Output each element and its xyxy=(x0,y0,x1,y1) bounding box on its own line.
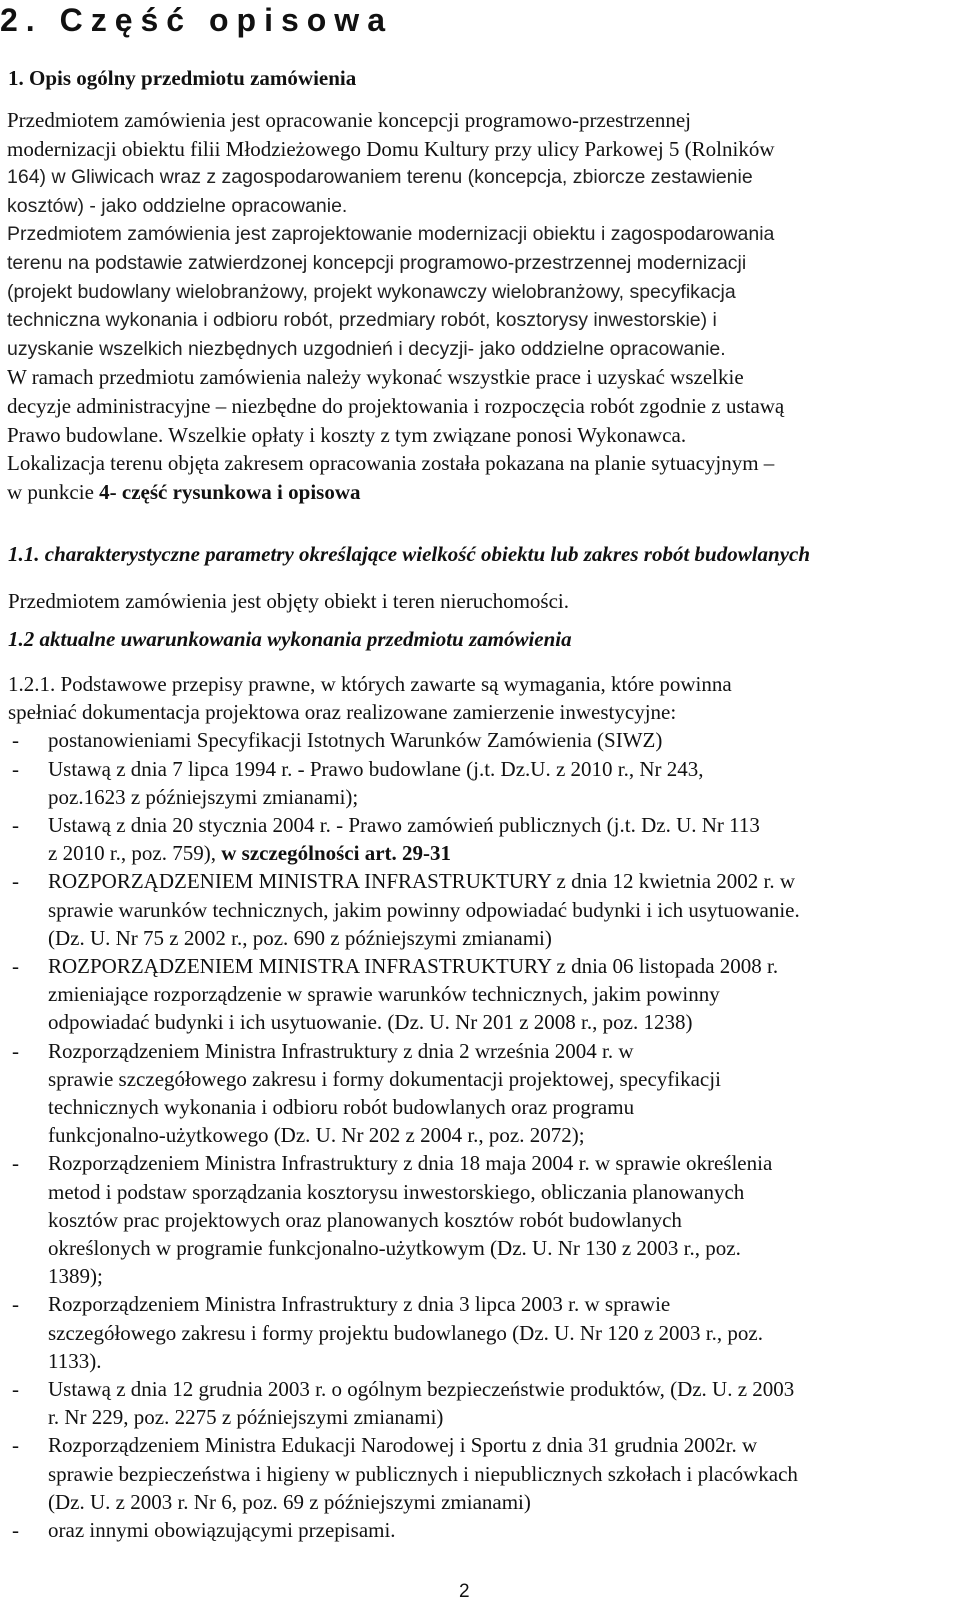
text-line: określonych w programie funkcjonalno-użytkowym (Dz. U. Nr 130 z 2003 r., poz. xyxy=(48,1236,741,1261)
section-title: 1. Opis ogólny przedmiotu zamówienia xyxy=(8,66,357,90)
text-line xyxy=(7,478,923,507)
list-item xyxy=(8,952,928,1037)
text-line: Rozporządzeniem Ministra Edukacji Narodowej i Sportu z dnia 31 grudnia 2002r. w xyxy=(48,1433,758,1458)
text-line: sprawie warunków technicznych, jakim powinny odpowiadać budynki i ich usytuowanie. xyxy=(48,897,800,922)
text-line: funkcjonalno-użytkowego (Dz. U. Nr 202 z 2004 r., poz. 2072); xyxy=(48,1123,585,1148)
text-line: Ustawą z dnia 12 grudnia 2003 r. o ogólnym bezpieczeństwie produktów, (Dz. U. z 2003 xyxy=(48,1377,795,1402)
list-item xyxy=(8,811,928,867)
legal-acts-list xyxy=(8,726,928,1544)
list-item xyxy=(8,1037,928,1150)
bold-reference: w szczególności art. 29-31 xyxy=(221,841,452,866)
dash-bullet: - xyxy=(12,813,19,838)
text-line: 1133). xyxy=(48,1348,102,1373)
list-item xyxy=(8,867,928,952)
text-line: (Dz. U. Nr 75 z 2002 r., poz. 690 z późniejszymi zmianami) xyxy=(48,925,552,950)
list-item xyxy=(8,1516,928,1544)
text-line: ROZPORZĄDZENIEM MINISTRA INFRASTRUKTURY z dnia 12 kwietnia 2002 r. w xyxy=(48,869,796,894)
text-line: oraz innymi obowiązującymi przepisami. xyxy=(48,1518,396,1543)
text-line: ROZPORZĄDZENIEM MINISTRA INFRASTRUKTURY z dnia 06 listopada 2008 r. xyxy=(48,954,779,979)
page-number: 2 xyxy=(459,1581,470,1602)
text-line: kosztów) - jako oddzielne opracowanie. xyxy=(7,194,348,217)
text-line: sprawie szczegółowego zakresu i formy dokumentacji projektowej, specyfikacji xyxy=(48,1066,721,1091)
legal-basis-list-block xyxy=(8,670,928,1544)
text-line: zmieniające rozporządzenie w sprawie warunków technicznych, jakim powinny xyxy=(48,982,720,1007)
text-line: Ustawą z dnia 20 stycznia 2004 r. - Prawo zamówień publicznych (j.t. Dz. U. Nr 113 xyxy=(48,813,760,838)
chapter-title: 2. Część opisowa xyxy=(0,2,393,38)
text-line: 164) w Gliwicach wraz z zagospodarowaniem terenu (koncepcja, zbiorcze zestawienie xyxy=(7,166,753,189)
text-line: postanowieniami Specyfikacji Istotnych Warunków Zamówienia (SIWZ) xyxy=(48,728,663,753)
dash-bullet: - xyxy=(12,728,19,753)
list-item xyxy=(8,1431,928,1516)
text-line: uzyskanie wszelkich niezbędnych uzgodnień i decyzji- jako oddzielne opracowanie. xyxy=(7,337,726,360)
dash-bullet: - xyxy=(12,756,19,781)
text-line: Rozporządzeniem Ministra Infrastruktury z dnia 3 lipca 2003 r. w sprawie xyxy=(48,1292,671,1317)
text-line: metod i podstaw sporządzania kosztorysu inwestorskiego, obliczania planowanych xyxy=(48,1179,745,1204)
dash-bullet: - xyxy=(12,869,19,894)
text-line: sprawie bezpieczeństwa i higieny w publicznych i niepublicznych szkołach i placówkach xyxy=(48,1461,798,1486)
dash-bullet: - xyxy=(12,1292,19,1317)
text-fragment: w punkcie xyxy=(7,479,100,504)
list-item xyxy=(8,1290,928,1375)
dash-bullet: - xyxy=(12,954,19,979)
list-item xyxy=(8,726,928,754)
text-line: Rozporządzeniem Ministra Infrastruktury z dnia 18 maja 2004 r. w sprawie określenia xyxy=(48,1151,773,1176)
text-line: modernizacji obiektu filii Młodzieżowego Domu Kultury przy ulicy Parkowej 5 (Rolników xyxy=(7,136,775,161)
text-line: Rozporządzeniem Ministra Infrastruktury z dnia 2 września 2004 r. w xyxy=(48,1038,634,1063)
text-line: techniczna wykonania i odbioru robót, przedmiary robót, kosztorysy inwestorskie) i xyxy=(7,309,717,332)
text-line: poz.1623 z późniejszymi zmianami); xyxy=(48,784,359,809)
text-line: spełniać dokumentacja projektowa oraz realizowane zamierzenie inwestycyjne: xyxy=(8,700,677,725)
text-line: Prawo budowlane. Wszelkie opłaty i koszty z tym związane ponosi Wykonawca. xyxy=(7,422,687,447)
text-line: Ustawą z dnia 7 lipca 1994 r. - Prawo budowlane (j.t. Dz.U. z 2010 r., Nr 243, xyxy=(48,756,704,781)
dash-bullet: - xyxy=(12,1377,19,1402)
text-line: szczegółowego zakresu i formy projektu budowlanego (Dz. U. Nr 120 z 2003 r., poz. xyxy=(48,1320,763,1345)
dash-bullet: - xyxy=(12,1518,19,1543)
text-line xyxy=(48,839,928,867)
text-line: kosztów prac projektowych oraz planowanych kosztów robót budowlanych xyxy=(48,1207,682,1232)
text-line: W ramach przedmiotu zamówienia należy wykonać wszystkie prace i uzyskać wszelkie xyxy=(7,365,744,390)
subsection-text: Przedmiotem zamówienia jest objęty obiekt i teren nieruchomości. xyxy=(8,589,570,613)
list-item xyxy=(8,755,928,811)
paragraph-scope-concept xyxy=(7,106,923,506)
text-line: technicznych wykonania i odbioru robót budowlanych oraz programu xyxy=(48,1095,635,1120)
text-line: (Dz. U. z 2003 r. Nr 6, poz. 69 z późniejszymi zmianami) xyxy=(48,1489,531,1514)
text-fragment: z 2010 r., poz. 759), xyxy=(48,841,222,866)
list-item xyxy=(8,1375,928,1431)
text-line: odpowiadać budynki i ich usytuowanie. (Dz. U. Nr 201 z 2008 r., poz. 1238) xyxy=(48,1010,693,1035)
text-line: Przedmiotem zamówienia jest opracowanie koncepcji programowo-przestrzennej xyxy=(7,108,691,132)
text-line: decyzje administracyjne – niezbędne do projektowania i rozpoczęcia robót zgodnie z ustawą xyxy=(7,393,785,418)
text-line: Lokalizacja terenu objęta zakresem opracowania została pokazana na planie sytuacyjnym – xyxy=(7,451,775,476)
list-item xyxy=(8,1149,928,1290)
dash-bullet: - xyxy=(12,1038,19,1063)
bold-reference: 4- część rysunkowa i opisowa xyxy=(99,479,361,504)
text-line: r. Nr 229, poz. 2275 z późniejszymi zmianami) xyxy=(48,1405,444,1430)
text-line: terenu na podstawie zatwierdzonej koncepcji programowo-przestrzennej modernizacji xyxy=(7,251,747,274)
dash-bullet: - xyxy=(12,1433,19,1458)
subsection-heading-1-1: 1.1. charakterystyczne parametry określające wielkość obiektu lub zakres robót budowlanych xyxy=(8,542,811,566)
text-line: Przedmiotem zamówienia jest zaprojektowanie modernizacji obiektu i zagospodarowania xyxy=(7,223,775,246)
dash-bullet: - xyxy=(12,1151,19,1176)
subsection-heading-1-2: 1.2 aktualne uwarunkowania wykonania przedmiotu zamówienia xyxy=(8,627,572,651)
text-line: 1.2.1. Podstawowe przepisy prawne, w których zawarte są wymagania, które powinna xyxy=(8,672,732,696)
text-line: 1389); xyxy=(48,1264,103,1289)
text-line: (projekt budowlany wielobranżowy, projekt wykonawczy wielobranżowy, specyfikacja xyxy=(7,280,736,303)
